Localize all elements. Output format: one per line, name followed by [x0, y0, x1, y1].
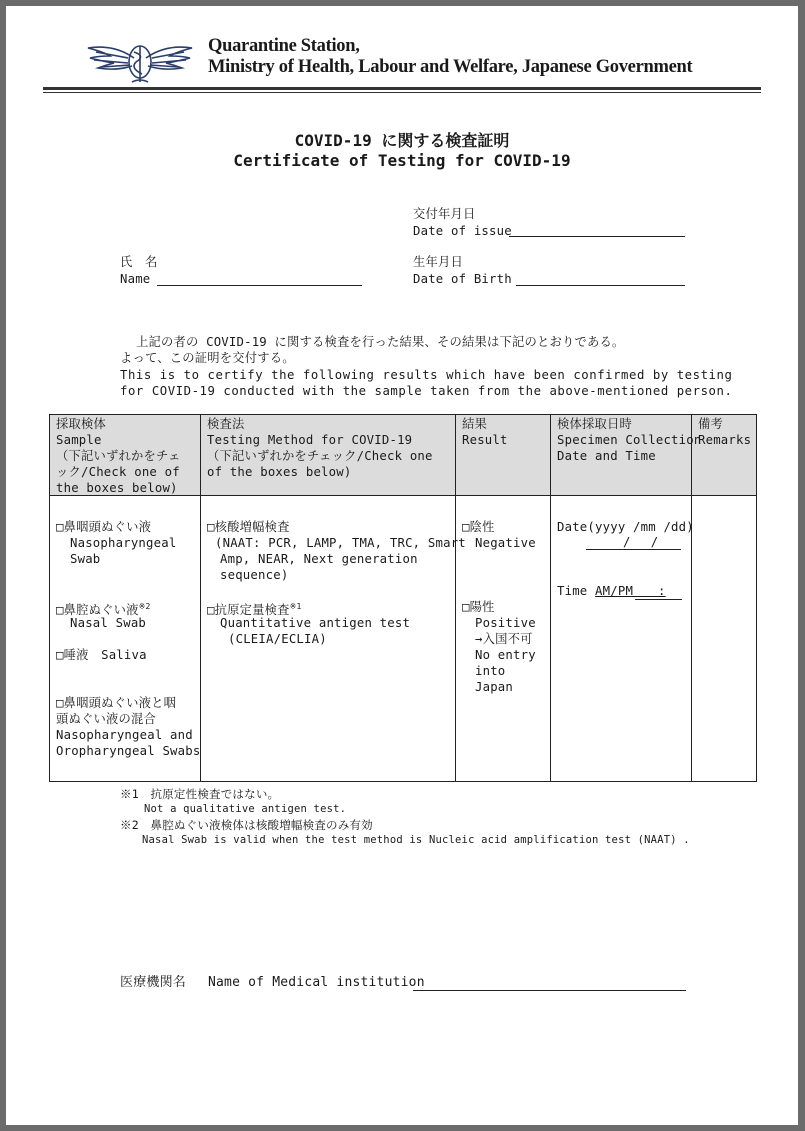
- collection-date-slashes: / /: [623, 535, 659, 549]
- header-method-note-2: of the boxes below): [207, 465, 352, 479]
- issue-date-label-jp: 交付年月日: [413, 207, 476, 221]
- institution-label-jp: 医療機関名: [120, 975, 187, 990]
- header-remarks-jp: 備考: [698, 417, 723, 431]
- result-positive-no-entry-2: into: [475, 664, 506, 678]
- sample-mixed-en-2: Oropharyngeal Swabs: [56, 744, 201, 758]
- header-rule-thin: [43, 92, 761, 93]
- header-collection-en-1: Specimen Collection: [557, 433, 702, 447]
- header-collection-en-2: Date and Time: [557, 449, 656, 463]
- header-collection: [557, 416, 701, 464]
- statement-en-2: for COVID-19 conducted with the sample taken from the above-mentioned person.: [120, 384, 733, 398]
- results-table: [49, 414, 757, 782]
- certificate-page: [6, 6, 798, 1125]
- method-naat-3: sequence): [220, 568, 289, 582]
- dob-label-jp: 生年月日: [413, 255, 463, 269]
- issue-date-label-en: Date of issue: [413, 224, 512, 238]
- result-negative-en: Negative: [475, 536, 536, 550]
- header-sample-jp: 採取検体: [56, 417, 106, 431]
- collection-time-label: [557, 583, 666, 599]
- sample-nasal-jp: □鼻腔ぬぐい液: [56, 603, 139, 617]
- checkbox-negative[interactable]: □陰性: [462, 520, 495, 534]
- method-naat-1: (NAAT: PCR, LAMP, TMA, TRC, Smart: [215, 536, 466, 550]
- method-antigen-en-2: (CLEIA/ECLIA): [228, 632, 327, 646]
- header-result-en: Result: [462, 433, 508, 447]
- collection-time-text: Time: [557, 584, 588, 598]
- issue-date-field: [509, 236, 685, 237]
- header-sample-note-1: （下記いずれかをチェ: [56, 449, 181, 463]
- header-method: [207, 416, 433, 480]
- column-divider: [691, 415, 692, 781]
- org-line-1: Quarantine Station,: [208, 36, 360, 56]
- statement-en-1: This is to certify the following results which have been confirmed by testing: [120, 368, 733, 382]
- column-divider: [200, 415, 201, 781]
- header-collection-jp: 検体採取日時: [557, 417, 632, 431]
- header-method-note-1: （下記いずれかをチェック/Check one: [207, 449, 433, 463]
- method-antigen-jp: □抗原定量検査: [207, 603, 290, 617]
- collection-time-underline: [635, 599, 682, 600]
- dob-field: [516, 285, 685, 286]
- header-sample-en: Sample: [56, 433, 102, 447]
- checkbox-saliva[interactable]: □唾液 Saliva: [56, 648, 147, 662]
- quarantine-emblem-icon: [84, 38, 196, 86]
- header-result: [462, 416, 508, 448]
- checkbox-naat[interactable]: □核酸増幅検査: [207, 520, 290, 534]
- note-2-en: Nasal Swab is valid when the test method is Nucleic acid amplification test (NAAT) .: [142, 834, 690, 846]
- note-2-jp: ※2 鼻腔ぬぐい液検体は核酸増幅検査のみ有効: [120, 818, 373, 832]
- column-divider: [550, 415, 551, 781]
- result-positive-en: Positive: [475, 616, 536, 630]
- header-method-en: Testing Method for COVID-19: [207, 433, 413, 447]
- header-rule-thick: [43, 87, 761, 90]
- name-label-en: Name: [120, 272, 151, 286]
- institution-label-en: Name of Medical institution: [208, 975, 425, 990]
- collection-date-field[interactable]: [586, 549, 681, 550]
- result-positive-no-entry-3: Japan: [475, 680, 514, 694]
- column-divider: [455, 415, 456, 781]
- note-1-jp: ※1 抗原定性検査ではない。: [120, 787, 280, 801]
- header-remarks: [698, 416, 751, 448]
- sample-naso-en-1: Nasopharyngeal: [70, 536, 177, 550]
- method-antigen-en-1: Quantitative antigen test: [220, 616, 411, 630]
- header-sample: [56, 416, 181, 496]
- institution-name-field[interactable]: [413, 990, 686, 991]
- method-naat-2: Amp, NEAR, Next generation: [220, 552, 418, 566]
- header-result-jp: 結果: [462, 417, 487, 431]
- result-positive-no-entry-1: No entry: [475, 648, 536, 662]
- header-sample-note-3: the boxes below): [56, 481, 178, 495]
- collection-date-label: Date(yyyy /mm /dd): [557, 520, 694, 534]
- note-1-en: Not a qualitative antigen test.: [144, 803, 347, 815]
- sample-mixed-jp-2: 頭ぬぐい液の混合: [56, 712, 156, 726]
- sample-naso-en-2: Swab: [70, 552, 101, 566]
- header-sample-note-2: ック/Check one of: [56, 465, 180, 479]
- dob-label-en: Date of Birth: [413, 272, 512, 286]
- title-english: Certificate of Testing for COVID-19: [233, 151, 571, 170]
- name-field: [157, 285, 362, 286]
- footnote-mark-2: ※2: [138, 602, 151, 611]
- title-japanese: COVID-19 に関する検査証明: [294, 131, 510, 150]
- organization-name: [208, 36, 692, 78]
- org-line-2: Ministry of Health, Labour and Welfare, Japanese Government: [208, 57, 693, 77]
- header-method-jp: 検査法: [207, 417, 245, 431]
- checkbox-mixed[interactable]: □鼻咽頭ぬぐい液と咽: [56, 696, 177, 710]
- checkbox-positive[interactable]: □陽性: [462, 600, 495, 614]
- name-label-jp: 氏 名: [120, 255, 158, 269]
- statement-jp-2: よって、この証明を交付する。: [120, 351, 295, 365]
- sample-mixed-en-1: Nasopharyngeal and: [56, 728, 193, 742]
- result-positive-no-entry-jp: →入国不可: [475, 632, 533, 646]
- statement-jp-1: 上記の者の COVID-19 に関する検査を行った結果、その結果は下記のとおりである。: [136, 335, 625, 349]
- sample-nasal-en: Nasal Swab: [70, 616, 147, 630]
- checkbox-nasopharyngeal[interactable]: □鼻咽頭ぬぐい液: [56, 520, 152, 534]
- header-remarks-en: Remarks: [698, 433, 752, 447]
- footnote-mark-1: ※1: [289, 602, 302, 611]
- collection-time-field[interactable]: AM/PM :: [595, 584, 666, 598]
